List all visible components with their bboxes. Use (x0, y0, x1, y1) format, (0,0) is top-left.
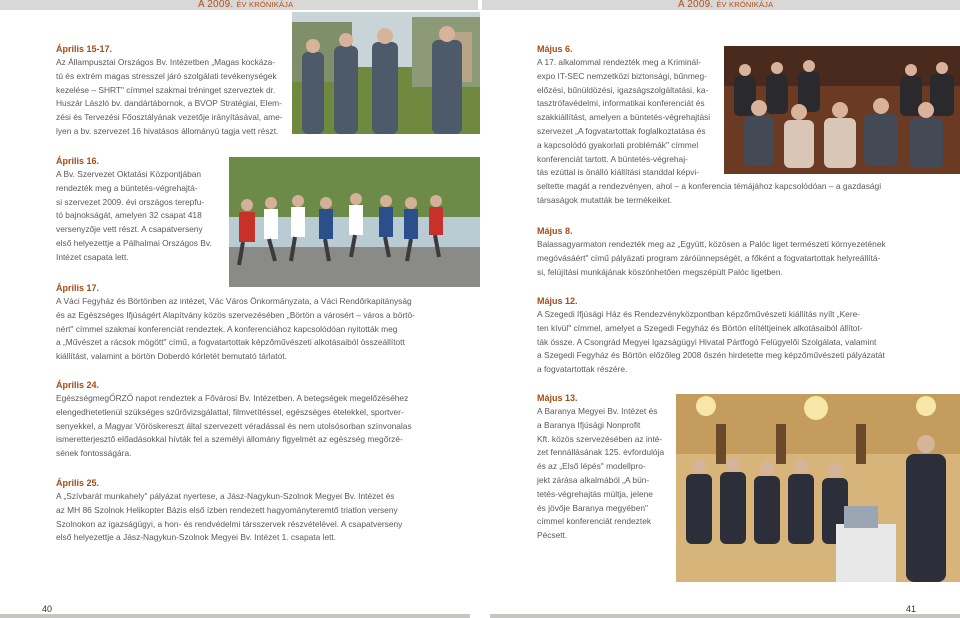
entry-date: Április 25. (56, 478, 100, 488)
text-line: előzési, bűnüldözési, igazságszolgáltatási, ka- (537, 84, 709, 95)
text-line: A „Szívbarát munkahely" pályázat nyertese, a Jász-Nagykun-Szolnok Megyei Bv. Intézet és (56, 491, 395, 501)
text-line: a „Művészet a rácsok mögött" című, a fogvatartottak képzőművészeti alkotásaiból összeállított (56, 337, 405, 348)
entry-text (56, 295, 428, 364)
text-line: A Baranya Megyei Bv. Intézet és (537, 406, 658, 416)
text-line: a Baranya Ifjúsági Nonprofit (537, 419, 641, 430)
text-line: Az Állampusztai Országos Bv. Intézetben „Magas kockáza- (56, 57, 276, 67)
text-line: ták össze. A Csongrád Megyei Igazságügyi Hivatal Pártfogó Felügyelői Szolgálata, valamint (537, 336, 877, 347)
text-line: Kft. közös szervezésében az inté- (537, 433, 663, 444)
text-line: seltette magát a rendezvényen, ahol – a konferencia témájához kapcsolódóan – a gazdasági (537, 181, 882, 191)
entry-date: Május 6. (537, 44, 573, 54)
entry-date: Április 17. (56, 283, 100, 293)
footer-rule (490, 614, 960, 618)
text-line: ismeretterjesztő előadásokkal hívták fel a személyi állomány figyelmét az egészség megőrzé- (56, 434, 403, 445)
text-line: zési és Tervezési Főosztályának vezetője irányításával, ame- (56, 112, 283, 123)
text-line: az MH 86 Szolnok Helikopter Bázis első ízben rendezett hagyományteremtő triatlon verseny (56, 504, 398, 515)
entry-text (537, 238, 909, 279)
text-line: kezelése – SHRT" címmel szakmai tréninget szerveztek dr. (56, 84, 276, 95)
text-line: expo IT-SEC nemzetközi biztonsági, bűnmeg- (537, 70, 707, 81)
entry-text (56, 392, 428, 461)
header-year: A 2009. (678, 0, 714, 10)
text-line: kiállítást, valamint a börtön Doberdó kórletét bemutató tárlatot. (56, 351, 287, 362)
text-line: rendezték meg a büntetés-végrehajtá- (56, 182, 198, 193)
text-line: A Bv. Szervezet Oktatási Központjában (56, 169, 202, 179)
text-line: elengedhetetlenül szükséges szűrővizsgálattal, filmvetítéssel, egészséges ételekkel, sportver- (56, 406, 404, 417)
text-line: versenyzője vett részt. A csapatverseny (56, 224, 203, 235)
entry-date: Április 15-17. (56, 44, 113, 54)
entry-text (537, 56, 720, 180)
text-line: a Szegedi Fegyház és Börtön előzőleg 2008 őszén hirdetette meg képzőművészeti pályázatát (537, 350, 885, 361)
entry-date: Április 16. (56, 156, 100, 166)
text-line: sének fontosságára. (56, 448, 132, 459)
entry-date: Május 13. (537, 393, 578, 403)
text-line: és az „Első lépés" modellpro- (537, 461, 646, 472)
text-line: A 17. alkalommal rendezték meg a Kriminál- (537, 57, 701, 67)
text-line: senyekkel, a Magyar Vöröskereszt által szervezett véradással és nem utolsósorban színvonalas (56, 420, 412, 431)
text-line: szervezet „A fogvatartottak foglalkoztatása és (537, 125, 706, 136)
text-line: Szolnokon az igazságügyi, a hon- és rendvédelmi társszervek részvételével. A csapatverseny (56, 518, 403, 529)
entry-date: Május 12. (537, 296, 578, 306)
text-line: tás ezúttal is önálló kiállítási standdal képvi- (537, 167, 699, 178)
header-year: A 2009. (198, 0, 234, 10)
text-line: konferenciát tartott. A büntetés-végrehaj- (537, 153, 688, 164)
text-line: megóvásáért" című pályázati program záróünnepségét, a főként a fogvatartottak helyreállítá- (537, 252, 881, 263)
text-line: és az Egészséges Ifjúságért Alapítvány közös szervezésében „Börtön a városért – város a börtö- (56, 309, 415, 320)
text-line: nért" címmel szakmai konferenciát rendeztek. A konferenciához kapcsolódóan nyitották meg (56, 323, 398, 334)
text-line: Intézet csapata lett. (56, 251, 129, 262)
entry-text (56, 56, 290, 139)
entry-text (537, 405, 665, 543)
text-line: A Szegedi Ifjúsági Ház és Rendezvényközpontban képzőművészeti kiállítás nyílt „Kere- (537, 309, 861, 319)
text-line: első helyezettje a Pálhalmai Országos Bv. (56, 237, 212, 248)
text-line: Pécsett. (537, 530, 568, 541)
header-subtitle: ÉV KRÓNIKÁJA (236, 0, 294, 9)
text-line: első helyezettje a Jász-Nagykun-Szolnok Megyei Bv. Intézet 1. csapata lett. (56, 532, 337, 543)
text-line: A Váci Fegyház és Börtönben az intézet, Vác Város Önkormányzata, a Váci Rendőrkapitányság (56, 296, 412, 306)
entry-date: Május 8. (537, 226, 573, 236)
page-number: 41 (906, 604, 917, 614)
text-line: EgészségmegŐRZŐ napot rendeztek a Fővárosi Bv. Intézetben. A betegségek megelőzéséhez (56, 393, 409, 403)
text-line: Balassagyarmaton rendezték meg az „Együtt, közösen a Palóc liget természeti környezetének (537, 239, 886, 249)
text-line: jekt zárása alkalmából „A bün- (537, 474, 650, 485)
text-line: tó bajnokságát, amelyen 32 csapat 418 (56, 210, 202, 221)
header-subtitle: ÉV KRÓNIKÁJA (716, 0, 774, 9)
text-line: szakkiállítást, amelyen a büntetés-végrehajtási (537, 112, 711, 123)
text-line: és jövője Baranya megyében" (537, 502, 648, 513)
entry-text (537, 308, 909, 377)
text-line: lyen a bv. szervezet 16 hivatásos állományú tagja vett részt. (56, 125, 279, 136)
entry-date: Április 24. (56, 380, 100, 390)
entry-text (56, 168, 222, 265)
text-line: a fogvatartottak részére. (537, 364, 628, 375)
right-page (480, 0, 960, 618)
text-line: Huszár László bv. dandártábornok, a BVOP Stratégiai, Elem- (56, 98, 282, 109)
text-line: zet fennállásának 125. évfordulója (537, 447, 665, 458)
entry-text (56, 490, 428, 545)
text-line: si szervezet 2009. évi országos terepfu- (56, 196, 205, 207)
text-line: tetés-végrehajtás múltja, jelene (537, 488, 653, 499)
ceremony-photo (676, 394, 960, 582)
text-line: tasztrófavédelmi, informatikai konferenciát és (537, 98, 705, 109)
text-line: a kapcsolódó gyakorlati problémák" címmel (537, 139, 699, 150)
text-line: si, felújítási munkájának köszönhetően megszépült Palóc ligetben. (537, 266, 783, 277)
officers-photo (292, 12, 480, 134)
text-line: ten kívül" címmel, amelyet a Szegedi Fegyház és Börtön elítéltjeinek alkotásaiból állítot- (537, 322, 863, 333)
entry-text-continued (537, 180, 909, 208)
race-photo (229, 157, 480, 287)
footer-rule (0, 614, 470, 618)
page-number: 40 (42, 604, 53, 614)
conference-photo (724, 46, 960, 174)
text-line: társaságok mutatták be termékeiket. (537, 194, 672, 205)
text-line: tú és extrém magas stresszel járó szolgálati tevékenységek (56, 70, 277, 81)
text-line: címmel konferenciát rendeztek (537, 516, 652, 527)
